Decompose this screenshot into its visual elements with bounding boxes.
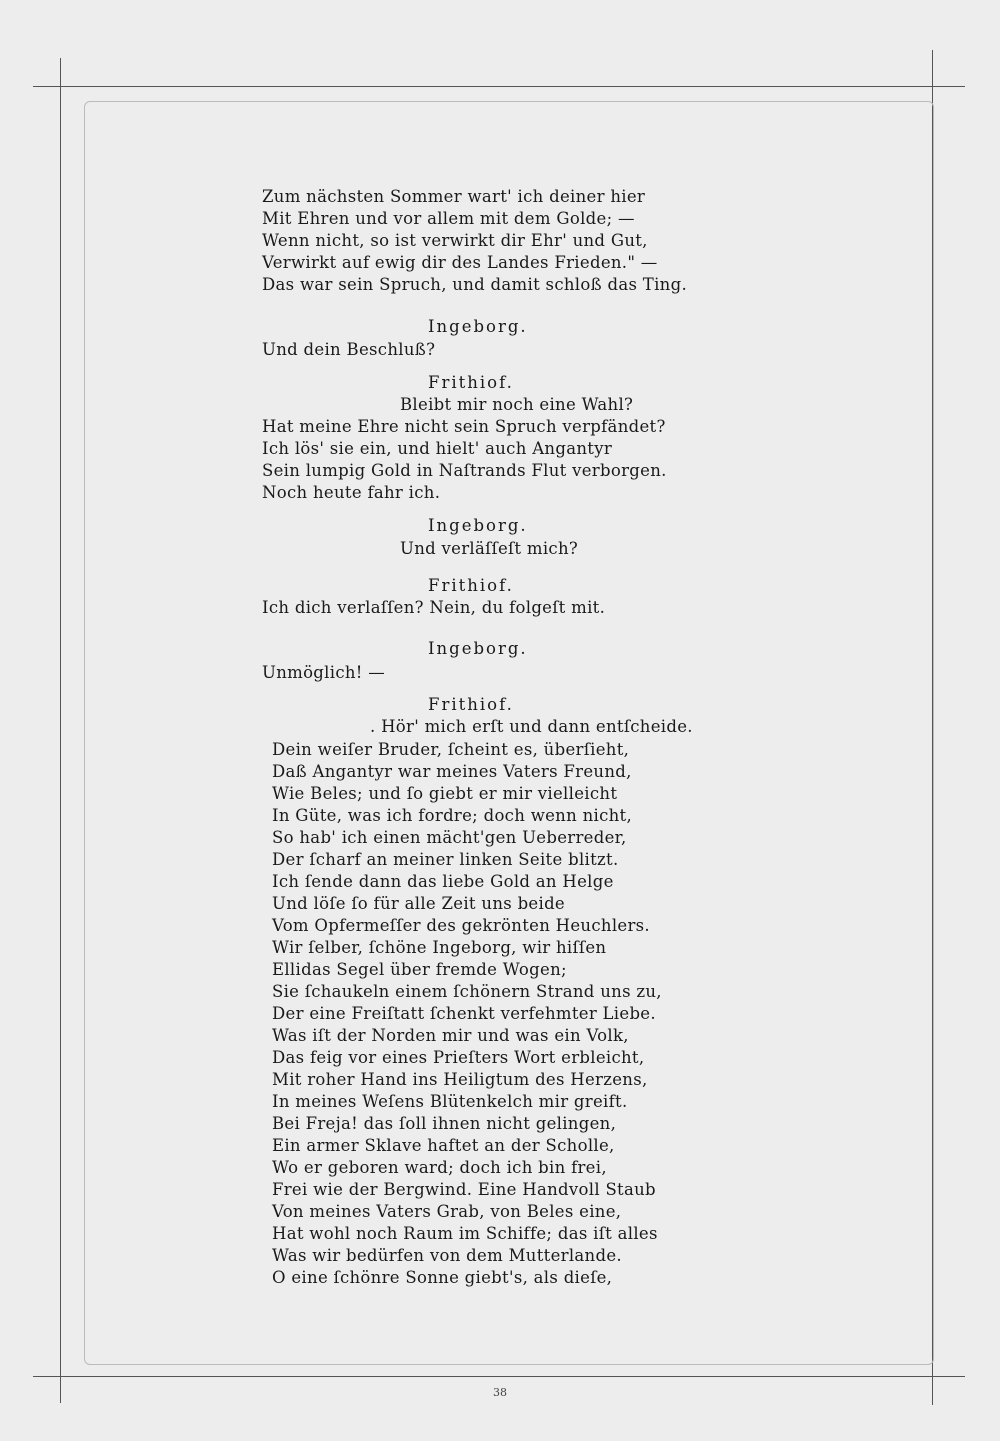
- verse-line: So hab' ich einen mächt'gen Ueberreder,: [272, 828, 627, 847]
- verse-line: Und dein Beschluß?: [262, 340, 436, 359]
- verse-line: Dein weiſer Bruder, ſcheint es, überſieht,: [272, 740, 630, 759]
- verse-line: O eine ſchönre Sonne giebt's, als dieſe,: [272, 1268, 613, 1287]
- verse-line: Wenn nicht, so ist verwirkt dir Ehr' und Gut,: [262, 231, 648, 250]
- verse-line: Mit roher Hand ins Heiligtum des Herzens,: [272, 1070, 648, 1089]
- verse-line: Und löſe ſo für alle Zeit uns beide: [272, 894, 565, 913]
- verse-line: Das war sein Spruch, und damit schloß das Ting.: [262, 275, 687, 294]
- bottom-border-rule: [33, 1376, 965, 1377]
- verse-line: Wo er geboren ward; doch ich bin frei,: [272, 1158, 607, 1177]
- verse-line: Mit Ehren und vor allem mit dem Golde; —: [262, 209, 635, 228]
- verse-line: Hat meine Ehre nicht sein Spruch verpfändet?: [262, 417, 666, 436]
- verse-line: Hat wohl noch Raum im Schiffe; das iſt alles: [272, 1224, 658, 1243]
- verse-line: Das feig vor eines Prieſters Wort erbleicht,: [272, 1048, 645, 1067]
- speaker-name: Ingeborg.: [428, 639, 528, 658]
- speaker-name: Ingeborg.: [428, 317, 528, 336]
- verse-line: Bleibt mir noch eine Wahl?: [400, 395, 634, 414]
- verse-line: Noch heute fahr ich.: [262, 483, 441, 502]
- verse-line: In Güte, was ich fordre; doch wenn nicht,: [272, 806, 633, 825]
- verse-line: Vom Opfermeſſer des gekrönten Heuchlers.: [272, 916, 650, 935]
- verse-line: Ein armer Sklave haftet an der Scholle,: [272, 1136, 615, 1155]
- speaker-name: Ingeborg.: [428, 516, 528, 535]
- verse-line: Was wir bedürfen von dem Mutterlande.: [272, 1246, 622, 1265]
- verse-line: Wie Beles; und ſo giebt er mir vielleicht: [272, 784, 618, 803]
- page-number: 38: [493, 1386, 507, 1399]
- verse-line: Ich lös' sie ein, und hielt' auch Angantyr: [262, 439, 613, 458]
- verse-line: Was iſt der Norden mir und was ein Volk,: [272, 1026, 629, 1045]
- verse-line: Wir ſelber, ſchöne Ingeborg, wir hiſſen: [272, 938, 607, 957]
- verse-line: Sie ſchaukeln einem ſchönern Strand uns zu,: [272, 982, 662, 1001]
- verse-line: Ich dich verlaſſen? Nein, du folgeſt mit.: [262, 598, 606, 617]
- verse-line: Der eine Freiſtatt ſchenkt verfehmter Liebe.: [272, 1004, 656, 1023]
- verse-line: Zum nächsten Sommer wart' ich deiner hier: [262, 187, 646, 206]
- verse-line: Unmöglich! —: [262, 663, 386, 682]
- verse-line: In meines Weſens Blütenkelch mir greift.: [272, 1092, 628, 1111]
- verse-line: Bei Freja! das ſoll ihnen nicht gelingen,: [272, 1114, 617, 1133]
- verse-line: . Hör' mich erſt und dann entſcheide.: [370, 717, 693, 736]
- verse-line: Und verläſſeſt mich?: [400, 539, 579, 558]
- left-border-rule: [60, 58, 61, 1403]
- speaker-name: Frithiof.: [428, 695, 514, 714]
- verse-line: Verwirkt auf ewig dir des Landes Frieden." —: [262, 253, 658, 272]
- speaker-name: Frithiof.: [428, 576, 514, 595]
- top-border-rule: [33, 86, 965, 87]
- verse-line: Der ſcharf an meiner linken Seite blitzt.: [272, 850, 619, 869]
- verse-line: Von meines Vaters Grab, von Beles eine,: [272, 1202, 622, 1221]
- verse-line: Sein lumpig Gold in Naſtrands Flut verborgen.: [262, 461, 667, 480]
- verse-line: Ellidas Segel über fremde Wogen;: [272, 960, 567, 979]
- verse-line: Daß Angantyr war meines Vaters Freund,: [272, 762, 632, 781]
- speaker-name: Frithiof.: [428, 373, 514, 392]
- verse-line: Ich ſende dann das liebe Gold an Helge: [272, 872, 614, 891]
- verse-line: Frei wie der Bergwind. Eine Handvoll Staub: [272, 1180, 656, 1199]
